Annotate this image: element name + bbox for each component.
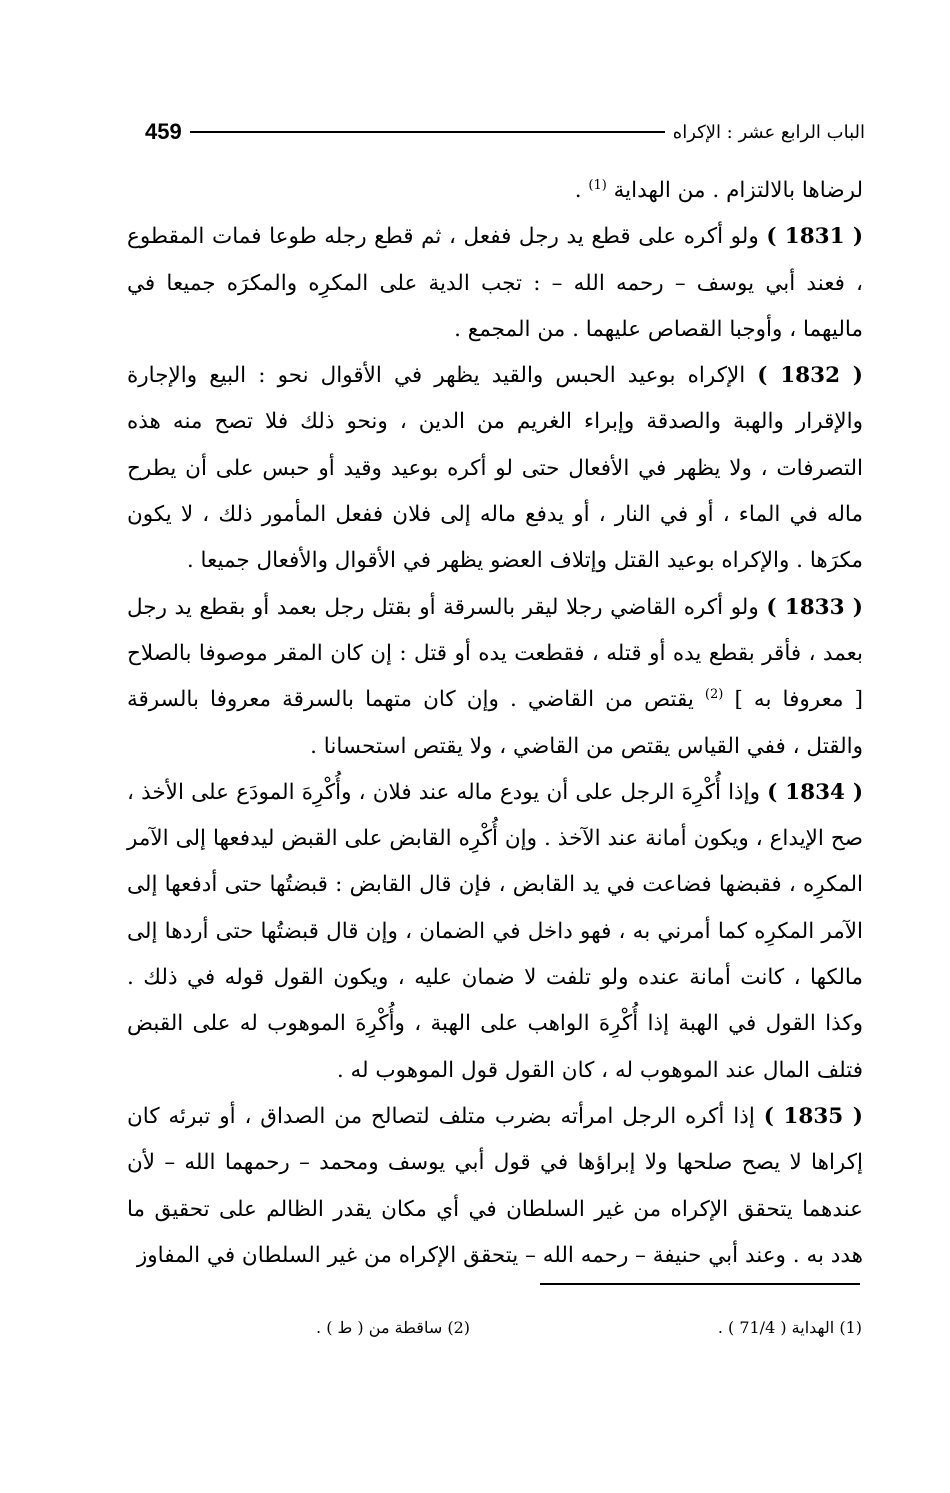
paragraph-text: وإذا أُكْرِهَ الرجل على أن يودع ماله عند فلان ، وأُكْرِهَ المودَع على الأخذ ، صح الإيداع ، ويكون أمانة عند الآخذ . وإن أُكْرِه القابض على القبض ليدفعها إلى الآمر المكرِه ، فقبضها فضاعت في يد القابض ، فإن قال القابض : قبضتُها حتى أدفعها إلى الآمر المكرِه كما أمرني به ، فهو داخل في الضمان ، وإن قال قبضتُها حتى أردها إلى مالكها ، كانت أمانة عنده ولو تلفت لا ضمان عليه ، ويكون القول قوله في ذلك . وكذا القول في الهبة إذا أُكْرِهَ الواهب على الهبة ، وأُكْرِهَ الموهوب له على القبض فتلف المال عند الموهوب له ، كان القول قول الموهوب له . bbox=[127, 779, 863, 1083]
page-header bbox=[145, 112, 865, 152]
paragraph-1832 bbox=[127, 353, 863, 584]
paragraph-continuation bbox=[127, 168, 863, 214]
article-number: ( 1832 ) bbox=[757, 363, 863, 389]
paragraph-text: ولو أكره القاضي رجلا ليقر بالسرقة أو بقتل رجل بعمد أو بقطع يد رجل بعمد ، فأقر بقطع يده أو قتله ، فقطعت يده أو قتل : إن كان المقر موصوفا بالصلاح [ معروفا به ] bbox=[127, 594, 863, 713]
paragraph-text: ولو أكره على قطع يد رجل ففعل ، ثم قطع رجله طوعا فمات المقطوع ، فعند أبي يوسف – رحمه الله – : تجب الدية على المكرِه والمكرَه جميعا في ماليهما ، وأوجبا القصاص عليهما . من المجمع . bbox=[127, 224, 863, 342]
paragraph-1831 bbox=[127, 214, 863, 353]
paragraph-1834 bbox=[127, 770, 863, 1094]
footnote-ref: (2) bbox=[704, 687, 724, 703]
page-number: 459 bbox=[145, 119, 182, 144]
footnotes bbox=[200, 1318, 862, 1346]
paragraph-text: لرضاها بالالتزام . من الهداية bbox=[613, 178, 863, 203]
article-number: ( 1833 ) bbox=[766, 594, 863, 620]
footnote-ref: (1) bbox=[588, 177, 607, 193]
paragraph-text: الإكراه بوعيد الحبس والقيد يظهر في الأقوال نحو : البيع والإجارة والإقرار والهبة والصدقة وإبراء الغريم من الدين ، ونحو ذلك فلا تصح منه هذه التصرفات ، ولا يظهر في الأفعال حتى لو أكره بوعيد وقيد أو حبس على أن يطرح ماله في الماء ، أو في النار ، أو يدفع ماله إلى فلان ففعل المأمور ذلك ، لا يكون مكرَها . والإكراه بوعيد القتل وإتلاف العضو يظهر في الأقوال والأفعال جميعا . bbox=[127, 363, 863, 574]
chapter-title: الباب الرابع عشر : الإكراه bbox=[672, 121, 865, 143]
footnote-2: (2) ساقطة من ( ط ) . bbox=[316, 1318, 470, 1337]
paragraph-1833 bbox=[127, 585, 863, 770]
paragraph-1835 bbox=[127, 1094, 863, 1279]
paragraph-tail: يقتص من القاضي . وإن كان متهما بالسرقة معروفا بالسرقة والقتل ، ففي القياس يقتص من القاضي ، ولا يقتص استحسانا . bbox=[127, 687, 863, 759]
article-number: ( 1834 ) bbox=[767, 779, 863, 805]
footnote-1: (1) الهداية ( 71/4 ) . bbox=[717, 1318, 862, 1337]
paragraph-tail: . bbox=[574, 178, 589, 203]
article-number: ( 1835 ) bbox=[763, 1103, 863, 1129]
body-text bbox=[127, 168, 863, 1279]
article-number: ( 1831 ) bbox=[766, 224, 863, 250]
footnote-separator bbox=[540, 1283, 860, 1285]
header-rule bbox=[190, 131, 665, 133]
paragraph-text: إذا أكره الرجل امرأته بضرب متلف لتصالح من الصداق ، أو تبرئه كان إكراها لا يصح صلحها ولا إبراؤها في قول أبي يوسف ومحمد – رحمهما الله – لأن عندهما يتحقق الإكراه من غير السلطان في أي مكان يقدر الظالم على تحقيق ما هدد به . وعند أبي حنيفة – رحمه الله – يتحقق الإكراه من غير السلطان في المفاوز bbox=[127, 1103, 863, 1268]
